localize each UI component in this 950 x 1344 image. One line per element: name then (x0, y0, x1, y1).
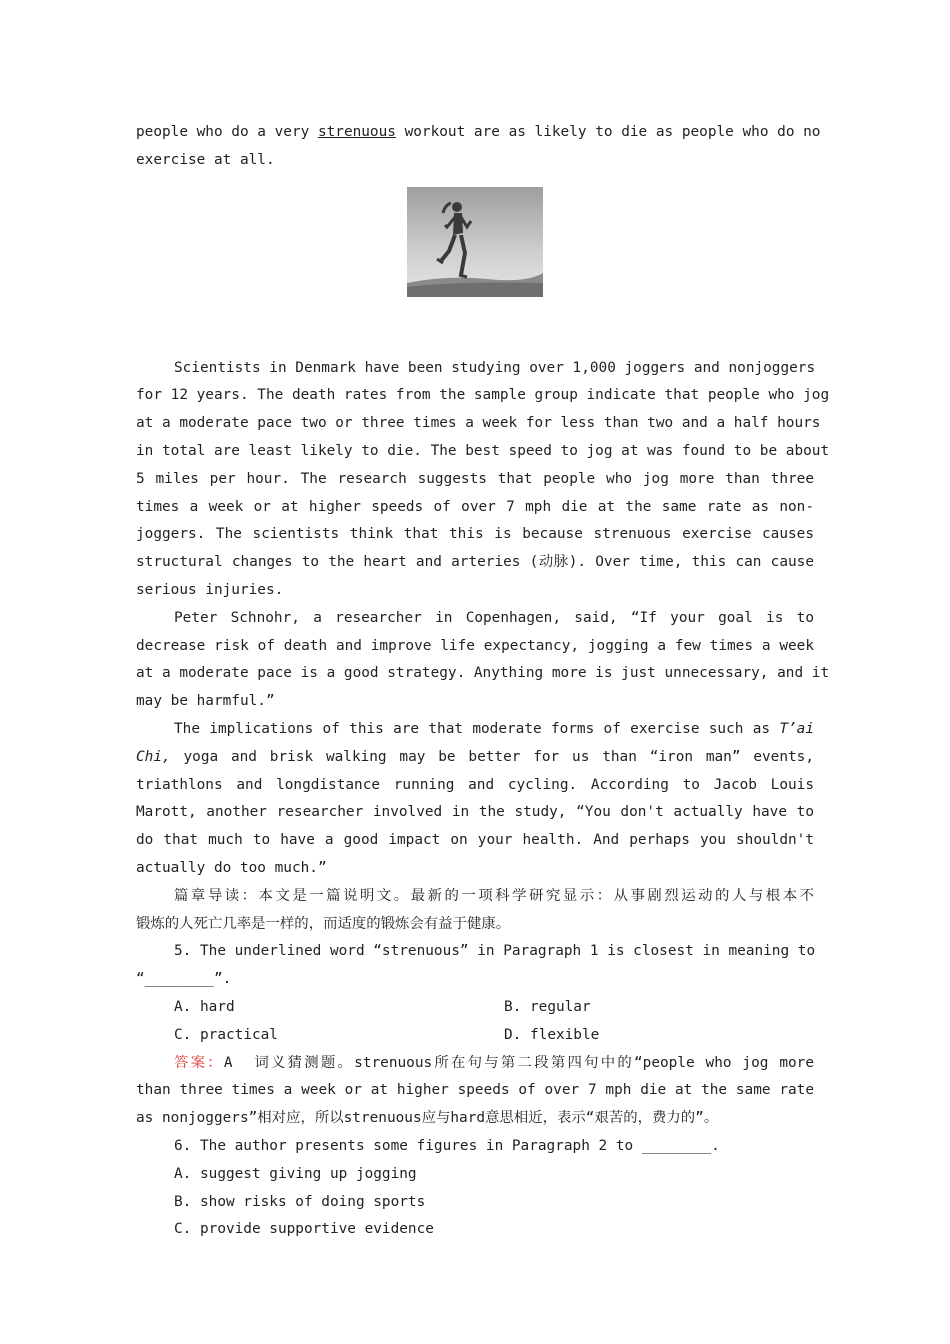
q5-stem: 5. The underlined word “strenuous” in Paragraph 1 is closest in meaning to (174, 943, 816, 960)
q5-answer-line (136, 1050, 814, 1078)
p3-line: do that much to have a good impact on your health. And perhaps you shouldn't (136, 832, 814, 849)
p2-line: at a moderate pace is a good strategy. Anything more is just unnecessary, and it (136, 665, 830, 682)
p3-italic: Chi, (136, 748, 171, 765)
intro-text: people who do a very (136, 124, 318, 140)
p3-line: Marott, another researcher involved in the study, “You don't actually have to (136, 804, 814, 821)
q5-answer-line: as nonjoggers”相对应，所以strenuous应与hard意思相近，表示“艰苦的，费力的”。 (136, 1110, 719, 1127)
p1-line: in total are least likely to die. The best speed to jog at was found to be about (136, 442, 830, 459)
option-d: D. flexible (504, 1026, 600, 1043)
p2-line: may be harmful.” (136, 693, 275, 710)
p3-line: triathlons and longdistance running and cycling. According to Jacob Louis (136, 776, 814, 793)
q6-option-b: B. show risks of doing sports (174, 1193, 426, 1210)
option-b: B. regular (504, 998, 591, 1015)
guide-line: 篇章导读：本文是一篇说明文。最新的一项科学研究显示：从事剧烈运动的人与根本不 (174, 887, 814, 904)
option-c: C. practical (174, 1026, 278, 1043)
q5-blank: “________”. (136, 971, 232, 988)
p2-line: decrease risk of death and improve life expectancy, jogging a few times a week (136, 637, 814, 654)
p3-line: actually do too much.” (136, 859, 327, 876)
option-a: A. hard (174, 998, 235, 1015)
p1-line: serious injuries. (136, 581, 284, 598)
p3-text: yoga and brisk walking may be better for us than “iron man” events, (170, 748, 814, 765)
jogger-photo (407, 187, 543, 297)
p3-line (136, 744, 814, 772)
underlined-word: strenuous (317, 124, 396, 140)
intro-text: workout are as likely to die as people who do no (395, 124, 821, 140)
p1-line: joggers. The scientists think that this is because strenuous exercise causes (136, 526, 814, 543)
q6-option-c: C. provide supportive evidence (174, 1221, 434, 1238)
intro-line-1 (136, 119, 821, 147)
answer-text: A 词义猜测题。strenuous所在句与第二段第四句中的“people who jog more (223, 1054, 814, 1071)
p1-line: 5 miles per hour. The research suggests that people who jog more than three (136, 470, 814, 487)
guide-line: 锻炼的人死亡几率是一样的，而适度的锻炼会有益于健康。 (136, 915, 511, 932)
q6-stem: 6. The author presents some figures in Paragraph 2 to ________. (174, 1137, 720, 1154)
answer-label: 答案： (174, 1054, 224, 1071)
q6-option-a: A. suggest giving up jogging (174, 1165, 417, 1182)
p1-line: Scientists in Denmark have been studying over 1,000 joggers and nonjoggers (174, 359, 816, 376)
p3-line (136, 716, 814, 744)
intro-line-2: exercise at all. (136, 151, 275, 168)
q5-answer-line: than three times a week or at higher speeds of over 7 mph die at the same rate (136, 1082, 814, 1099)
p2-line: Peter Schnohr, a researcher in Copenhagen, said, “If your goal is to (174, 609, 814, 626)
photo-container (136, 175, 814, 355)
p1-line: at a moderate pace two or three times a week for less than two and a half hours (136, 415, 821, 432)
p1-line: structural changes to the heart and arteries (动脉). Over time, this can cause (136, 554, 814, 571)
p3-text: The implications of this are that moderate forms of exercise such as (174, 720, 780, 737)
p3-italic: T’ai (779, 720, 814, 737)
p1-line: for 12 years. The death rates from the sample group indicate that people who jog (136, 387, 830, 404)
document-page (136, 119, 830, 1244)
q5-options-row (136, 1022, 814, 1050)
q5-options-row (136, 994, 814, 1022)
p1-line: times a week or at higher speeds of over 7 mph die at the same rate as non- (136, 498, 814, 515)
